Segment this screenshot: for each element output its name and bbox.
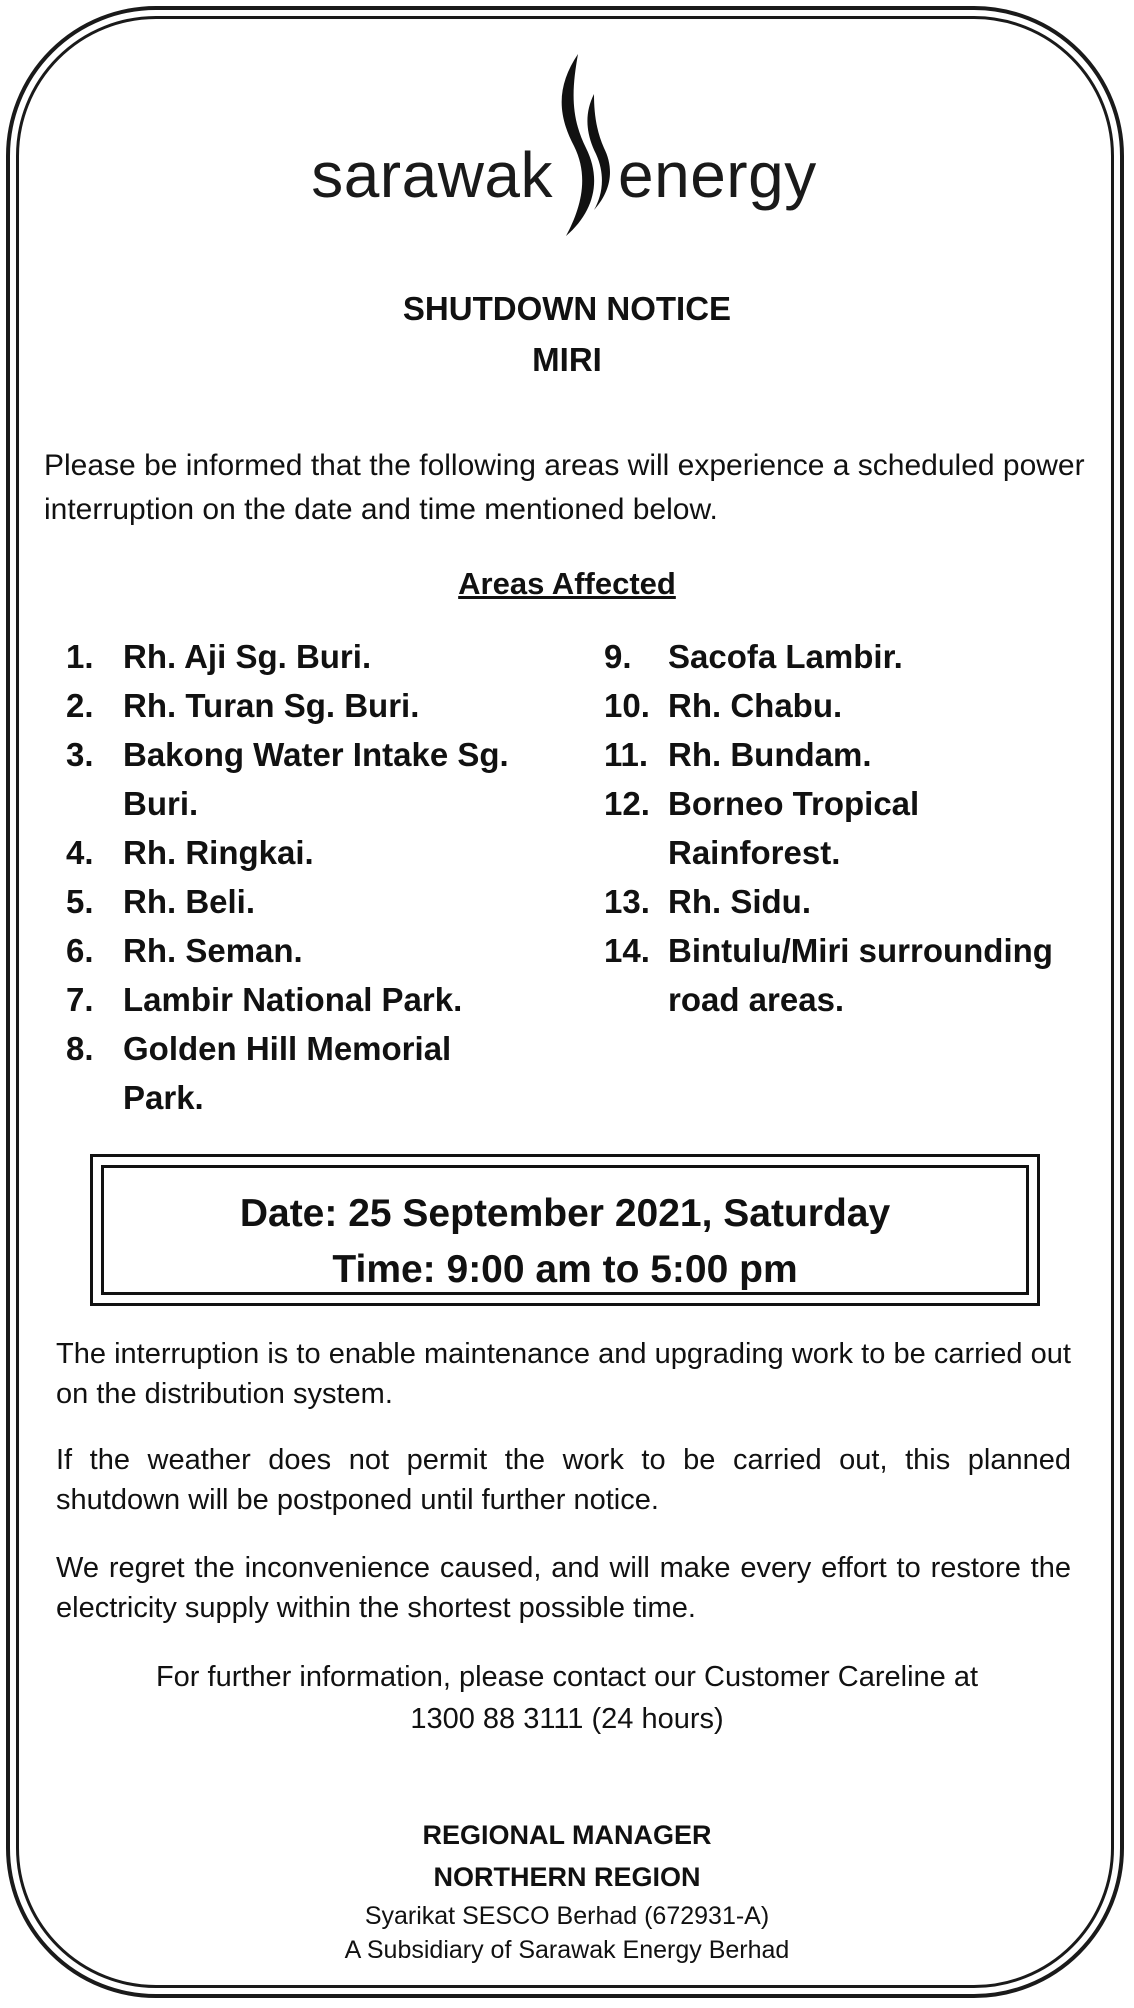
item-number: 2. <box>66 687 94 724</box>
item-text: Rh. Sidu. <box>668 883 811 920</box>
item-number: 1. <box>66 638 94 675</box>
logo-word-left: sarawak <box>311 139 553 211</box>
item-number: 8. <box>66 1030 94 1067</box>
areas-list-left <box>66 632 526 1122</box>
notice-title: SHUTDOWN NOTICE <box>402 290 732 327</box>
item-number: 13. <box>604 883 650 920</box>
item-text: Borneo Tropical Rainforest. <box>668 785 920 871</box>
list-item <box>604 877 1084 926</box>
item-number: 9. <box>604 638 632 675</box>
list-item <box>66 975 526 1024</box>
item-number: 3. <box>66 736 94 773</box>
signature-title: REGIONAL MANAGER <box>422 1820 712 1850</box>
intro-text: Please be informed that the following areas will experience a scheduled power interruption on the date and time mentioned below. <box>44 449 1085 526</box>
list-item <box>604 926 1084 1024</box>
contact-line: For further information, please contact our Customer Careline at <box>155 1661 979 1693</box>
item-text: Sacofa Lambir. <box>668 638 903 675</box>
item-number: 10. <box>604 687 650 724</box>
list-item <box>604 779 1084 877</box>
item-text: Rh. Beli. <box>123 883 256 920</box>
item-number: 5. <box>66 883 94 920</box>
item-text: Bakong Water Intake Sg. Buri. <box>123 736 509 822</box>
paragraph-apology: We regret the inconvenience caused, and will make every effort to restore the electricity supply within the shortest possible time. <box>56 1552 1071 1624</box>
list-item <box>604 730 1084 779</box>
item-text: Rh. Bundam. <box>668 736 872 773</box>
schedule-time: Time: 9:00 am to 5:00 pm <box>332 1248 798 1291</box>
item-number: 7. <box>66 981 94 1018</box>
list-item <box>66 926 526 975</box>
item-text: Bintulu/Miri surrounding road areas. <box>668 932 1053 1018</box>
areas-list-right <box>604 632 1084 1024</box>
schedule-box-inner <box>101 1165 1029 1295</box>
list-item <box>66 730 526 828</box>
item-number: 4. <box>66 834 94 871</box>
schedule-date: Date: 25 September 2021, Saturday <box>239 1192 891 1235</box>
item-text: Rh. Aji Sg. Buri. <box>123 638 372 675</box>
notice-location: MIRI <box>532 341 602 378</box>
item-text: Lambir National Park. <box>123 981 463 1018</box>
schedule-box <box>90 1154 1040 1306</box>
item-number: 11. <box>604 736 649 773</box>
areas-heading: Areas Affected <box>458 566 676 601</box>
careline-number: 1300 88 3111 (24 hours) <box>410 1703 724 1735</box>
list-item <box>66 1024 526 1122</box>
list-item <box>604 632 1084 681</box>
paragraph-weather: If the weather does not permit the work to be carried out, this planned shutdown will be postponed until further notice. <box>56 1444 1071 1516</box>
signature-company: Syarikat SESCO Berhad (672931-A) <box>364 1902 770 1930</box>
item-text: Rh. Ringkai. <box>123 834 314 871</box>
list-item <box>604 681 1084 730</box>
item-text: Rh. Seman. <box>123 932 303 969</box>
list-item <box>66 828 526 877</box>
item-text: Rh. Turan Sg. Buri. <box>123 687 420 724</box>
paragraph-maintenance: The interruption is to enable maintenance and upgrading work to be carried out on the distribution system. <box>56 1338 1071 1410</box>
logo-word-right: energy <box>618 139 817 211</box>
signature-region: NORTHERN REGION <box>433 1862 701 1892</box>
list-item <box>66 681 526 730</box>
sarawak-energy-logo <box>0 50 1134 240</box>
item-number: 14. <box>604 932 650 969</box>
item-text: Golden Hill Memorial Park. <box>123 1030 452 1116</box>
list-item <box>66 632 526 681</box>
signature-subsidiary: A Subsidiary of Sarawak Energy Berhad <box>344 1936 790 1964</box>
contact-info <box>0 1656 1134 1740</box>
item-text: Rh. Chabu. <box>668 687 843 724</box>
item-number: 12. <box>604 785 650 822</box>
item-number: 6. <box>66 932 94 969</box>
flame-icon <box>550 50 620 240</box>
list-item <box>66 877 526 926</box>
